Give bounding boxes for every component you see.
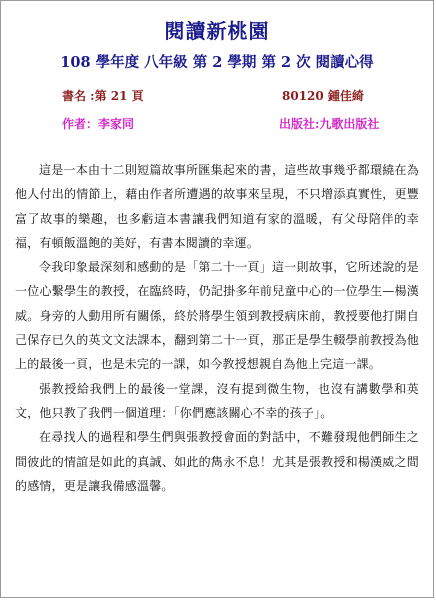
essay-paragraph-3: 張教授給我們上的最後一堂課，沒有提到微生物，也沒有講數學和英文，他只教了我們一個道理：「你們應該關心不幸的孩子」。 bbox=[15, 381, 419, 420]
book-title-label: 書名 :第 21 頁 bbox=[62, 89, 144, 103]
author-label: 作者：李家同 bbox=[62, 117, 135, 131]
page-subtitle: 108 學年度 八年級 第 2 學期 第 2 次 閱讀心得 bbox=[60, 54, 374, 71]
student-id-name: 80120 鍾佳綺 bbox=[282, 89, 364, 103]
essay-body bbox=[15, 158, 419, 498]
page-title: 閱讀新桃園 bbox=[164, 19, 270, 43]
essay-paragraph-4: 在尋找人的過程和學生們與張教授會面的對話中，不難發現他們師生之間彼此的情誼是如此的真誠、如此的雋永不息！尤其是張教授和楊漢威之間的感情，更是讓我備感溫馨。 bbox=[15, 430, 419, 493]
publisher-label: 出版社:九歌出版社 bbox=[279, 117, 380, 131]
essay-paragraph-1: 這是一本由十二則短篇故事所匯集起來的書，這些故事幾乎都環繞在為他人付出的情節上，藉由作者所遭遇的故事來呈現，不只增添真實性，更豐富了故事的樂趣，也多虧這本書讓我們知道有家的溫暖，有父母陪伴的幸福，有頓飯溫飽的美好，有書本閱讀的幸運。 bbox=[15, 163, 419, 250]
essay-paragraph-2: 令我印象最深刻和感動的是「第二十一頁」這一則故事，它所述說的是一位心繫學生的教授，在臨終時，仍記掛多年前兒童中心的一位學生—楊漢威。身旁的人動用所有關係，終於將學生領到教授病床前，教授要他打開自己保存已久的英文文法課本，翻到第二十一頁，那正是學生輟學前教授為他上的最後一頁，也是未完的一課，如今教授想親自為他上完這一課。 bbox=[15, 260, 419, 372]
